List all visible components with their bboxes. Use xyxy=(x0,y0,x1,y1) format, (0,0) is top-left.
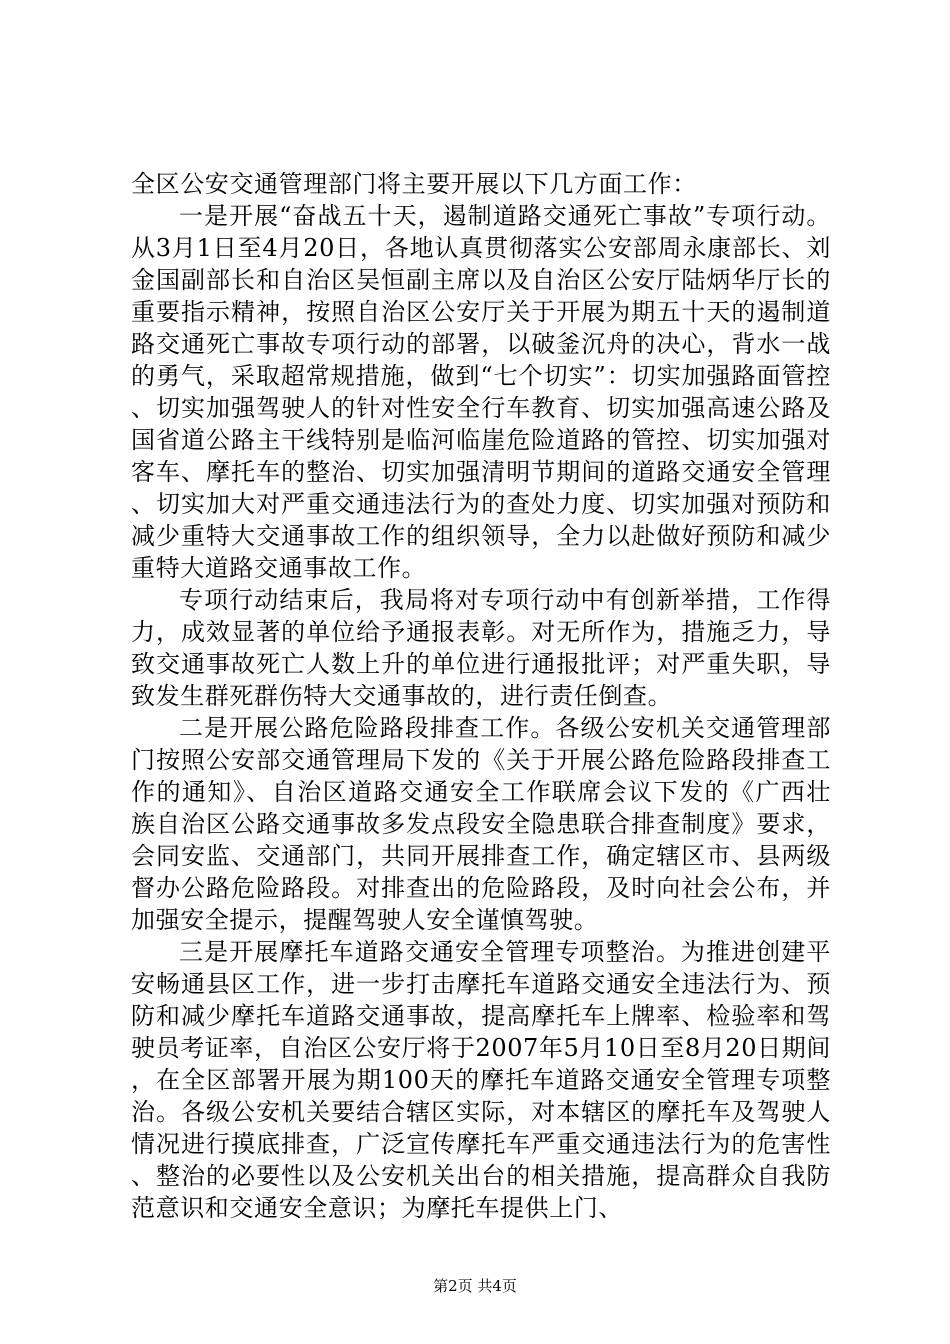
paragraph-intro: 全区公安交通管理部门将主要开展以下几方面工作： xyxy=(131,170,697,198)
paragraph-item-three: 三是开展摩托车道路交通安全管理专项整治。为推进创建平安畅通县区工作，进一步打击摩托车道路交通安全违法行为、预防和减少摩托车道路交通事故，提高摩托车上牌率、检验率和驾驶员考证率，自治区公安厅将于2007年5月10日至8月20日期间，在全区部署开展为期100天的摩托车道路交通安全管理专项整治。各级公安机关要结合辖区实际，对本辖区的摩托车及驾驶人情况进行摸底排查，广泛宣传摩托车严重交通违法行为的危害性、整治的必要性以及公安机关出台的相关措施，提高群众自我防范意识和交通安全意识；为摩托车提供上门、 xyxy=(131,938,831,1222)
page-number-footer: 第2页 共4页 xyxy=(433,1277,517,1295)
paragraph-item-one: 一是开展“奋战五十天，遏制道路交通死亡事故”专项行动。从3月1日至4月20日，各地认真贯彻落实公安部周永康部长、刘金国副部长和自治区吴恒副主席以及自治区公安厅陆炳华厅长的重要指示精神，按照自治区公安厅关于开展为期五十天的遏制道路交通死亡事故专项行动的部署，以破釜沉舟的决心，背水一战的勇气，采取超常规措施，做到“七个切实”：切实加强路面管控、切实加强驾驶人的针对性安全行车教育、切实加强高速公路及国省道公路主干线特别是临河临崖危险道路的管控、切实加强对客车、摩托车的整治、切实加强清明节期间的道路交通安全管理、切实加大对严重交通违法行为的查处力度、切实加强对预防和减少重特大交通事故工作的组织领导，全力以赴做好预防和减少重特大道路交通事故工作。 xyxy=(131,202,831,582)
paragraph-followup: 专项行动结束后，我局将对专项行动中有创新举措，工作得力，成效显著的单位给予通报表彰。对无所作为，措施乏力，导致交通事故死亡人数上升的单位进行通报批评；对严重失职，导致发生群死群伤特大交通事故的，进行责任倒查。 xyxy=(131,586,831,710)
paragraph-item-two: 二是开展公路危险路段排查工作。各级公安机关交通管理部门按照公安部交通管理局下发的《关于开展公路危险路段排查工作的通知》、自治区道路交通安全工作联席会议下发的《广西壮族自治区公路交通事故多发点段安全隐患联合排查制度》要求，会同安监、交通部门，共同开展排查工作，确定辖区市、县两级督办公路危险路段。对排查出的危险路段，及时向社会公布，并加强安全提示，提醒驾驶人安全谨慎驾驶。 xyxy=(131,714,831,934)
document-body xyxy=(131,168,831,1224)
